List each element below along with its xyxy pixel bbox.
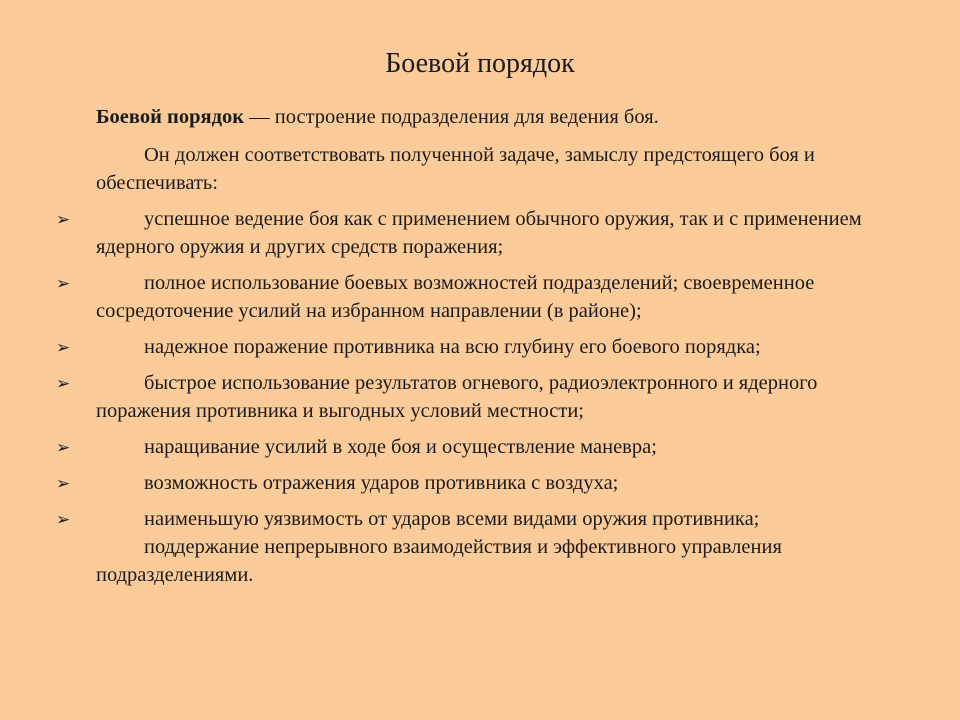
definition-term: Боевой порядок xyxy=(96,106,245,128)
arrow-bullet-icon: ➢ xyxy=(56,374,71,393)
arrow-bullet-icon: ➢ xyxy=(56,474,71,493)
slide-content xyxy=(56,103,896,589)
list-item xyxy=(56,505,896,533)
list-item-text: наращивание усилий в ходе боя и осуществление маневра; xyxy=(144,436,657,458)
arrow-bullet-icon: ➢ xyxy=(56,510,71,529)
list-item xyxy=(56,469,896,497)
arrow-bullet-icon: ➢ xyxy=(56,338,71,357)
list-item xyxy=(56,269,896,325)
list-item-text: надежное поражение противника на всю глубину его боевого порядка; xyxy=(144,336,761,358)
list-item xyxy=(56,333,896,361)
list-item-text: успешное ведение боя как с применением обычного оружия, так и с применением ядерного оружия и других средств поражения; xyxy=(96,208,862,258)
list-item xyxy=(56,205,896,261)
list-item-text: быстрое использование результатов огневого, радиоэлектронного и ядерного поражения противника и выгодных условий местности; xyxy=(96,372,818,422)
closing-text: поддержание непрерывного взаимодействия и эффективного управления подразделениями. xyxy=(96,536,782,586)
arrow-bullet-icon: ➢ xyxy=(56,210,71,229)
list-item xyxy=(56,369,896,425)
definition-text: — построение подразделения для ведения боя. xyxy=(244,106,659,128)
slide-title: Боевой порядок xyxy=(385,48,575,79)
definition-paragraph xyxy=(96,103,896,131)
closing-paragraph xyxy=(96,533,896,589)
list-item-text: полное использование боевых возможностей подразделений; своевременное сосредоточение усилий на избранном направлении (в районе); xyxy=(96,272,815,322)
arrow-bullet-icon: ➢ xyxy=(56,438,71,457)
list-item-text: возможность отражения ударов противника с воздуха; xyxy=(144,472,619,494)
intro-paragraph xyxy=(96,141,896,197)
list-item-text: наименьшую уязвимость от ударов всеми видами оружия противника; xyxy=(144,508,760,530)
list-item xyxy=(56,433,896,461)
intro-text: Он должен соответствовать полученной задаче, замыслу предстоящего боя и обеспечивать: xyxy=(96,144,815,194)
arrow-bullet-icon: ➢ xyxy=(56,274,71,293)
